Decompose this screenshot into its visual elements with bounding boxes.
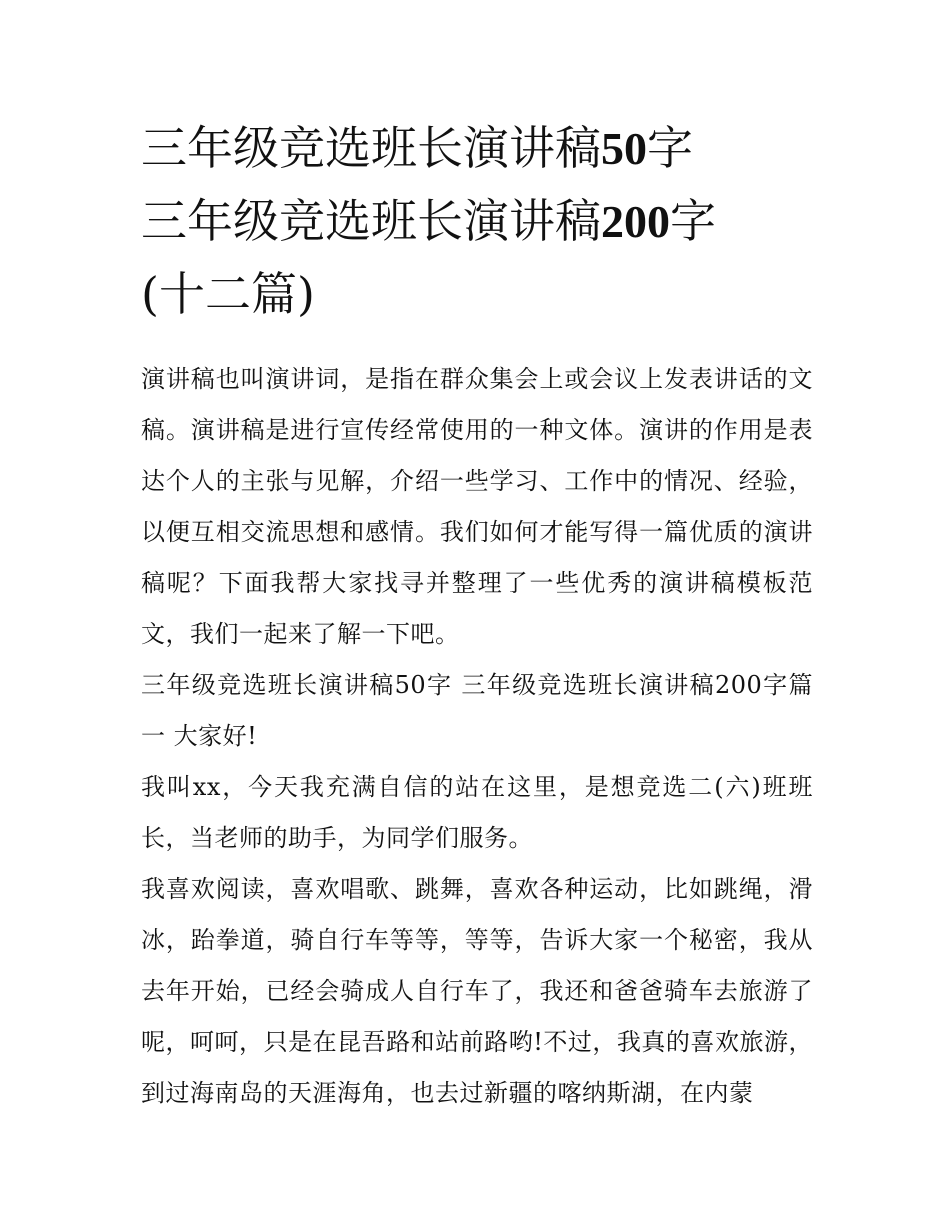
self-introduction-paragraph: 我叫xx，今天我充满自信的站在这里，是想竞选二(六)班班长，当老师的助手，为同学们服务。 [141,773,813,852]
title-line-1: 三年级竞选班长演讲稿50字 [141,121,693,175]
title-line-2: 三年级竞选班长演讲稿200字 [141,194,716,248]
document-title [141,112,813,330]
hobbies-paragraph: 我喜欢阅读，喜欢唱歌、跳舞，喜欢各种运动，比如跳绳，滑冰，跆拳道，骑自行车等等，等等，告诉大家一个秘密，我从去年开始，已经会骑成人自行车了，我还和爸爸骑车去旅游了呢，呵呵，只是在昆吾路和站前路哟!不过，我真的喜欢旅游，到过海南岛的天涯海角，也去过新疆的喀纳斯湖，在内蒙 [141,875,813,1107]
title-number: 200 [601,196,670,247]
document-body [141,354,813,1119]
title-line-3: (十二篇) [141,267,315,321]
intro-paragraph: 演讲稿也叫演讲词，是指在群众集会上或会议上发表讲话的文稿。演讲稿是进行宣传经常使用的一种文体。演讲的作用是表达个人的主张与见解，介绍一些学习、工作中的情况、经验，以便互相交流思想和感情。我们如何才能写得一篇优质的演讲稿呢？下面我帮大家找寻并整理了一些优秀的演讲稿模板范文，我们一起来了解一下吧。 [141,365,813,648]
title-number: 50 [601,123,647,174]
section-heading-paragraph: 三年级竞选班长演讲稿50字 三年级竞选班长演讲稿200字篇一 大家好! [141,671,813,750]
document-page [141,112,813,1119]
